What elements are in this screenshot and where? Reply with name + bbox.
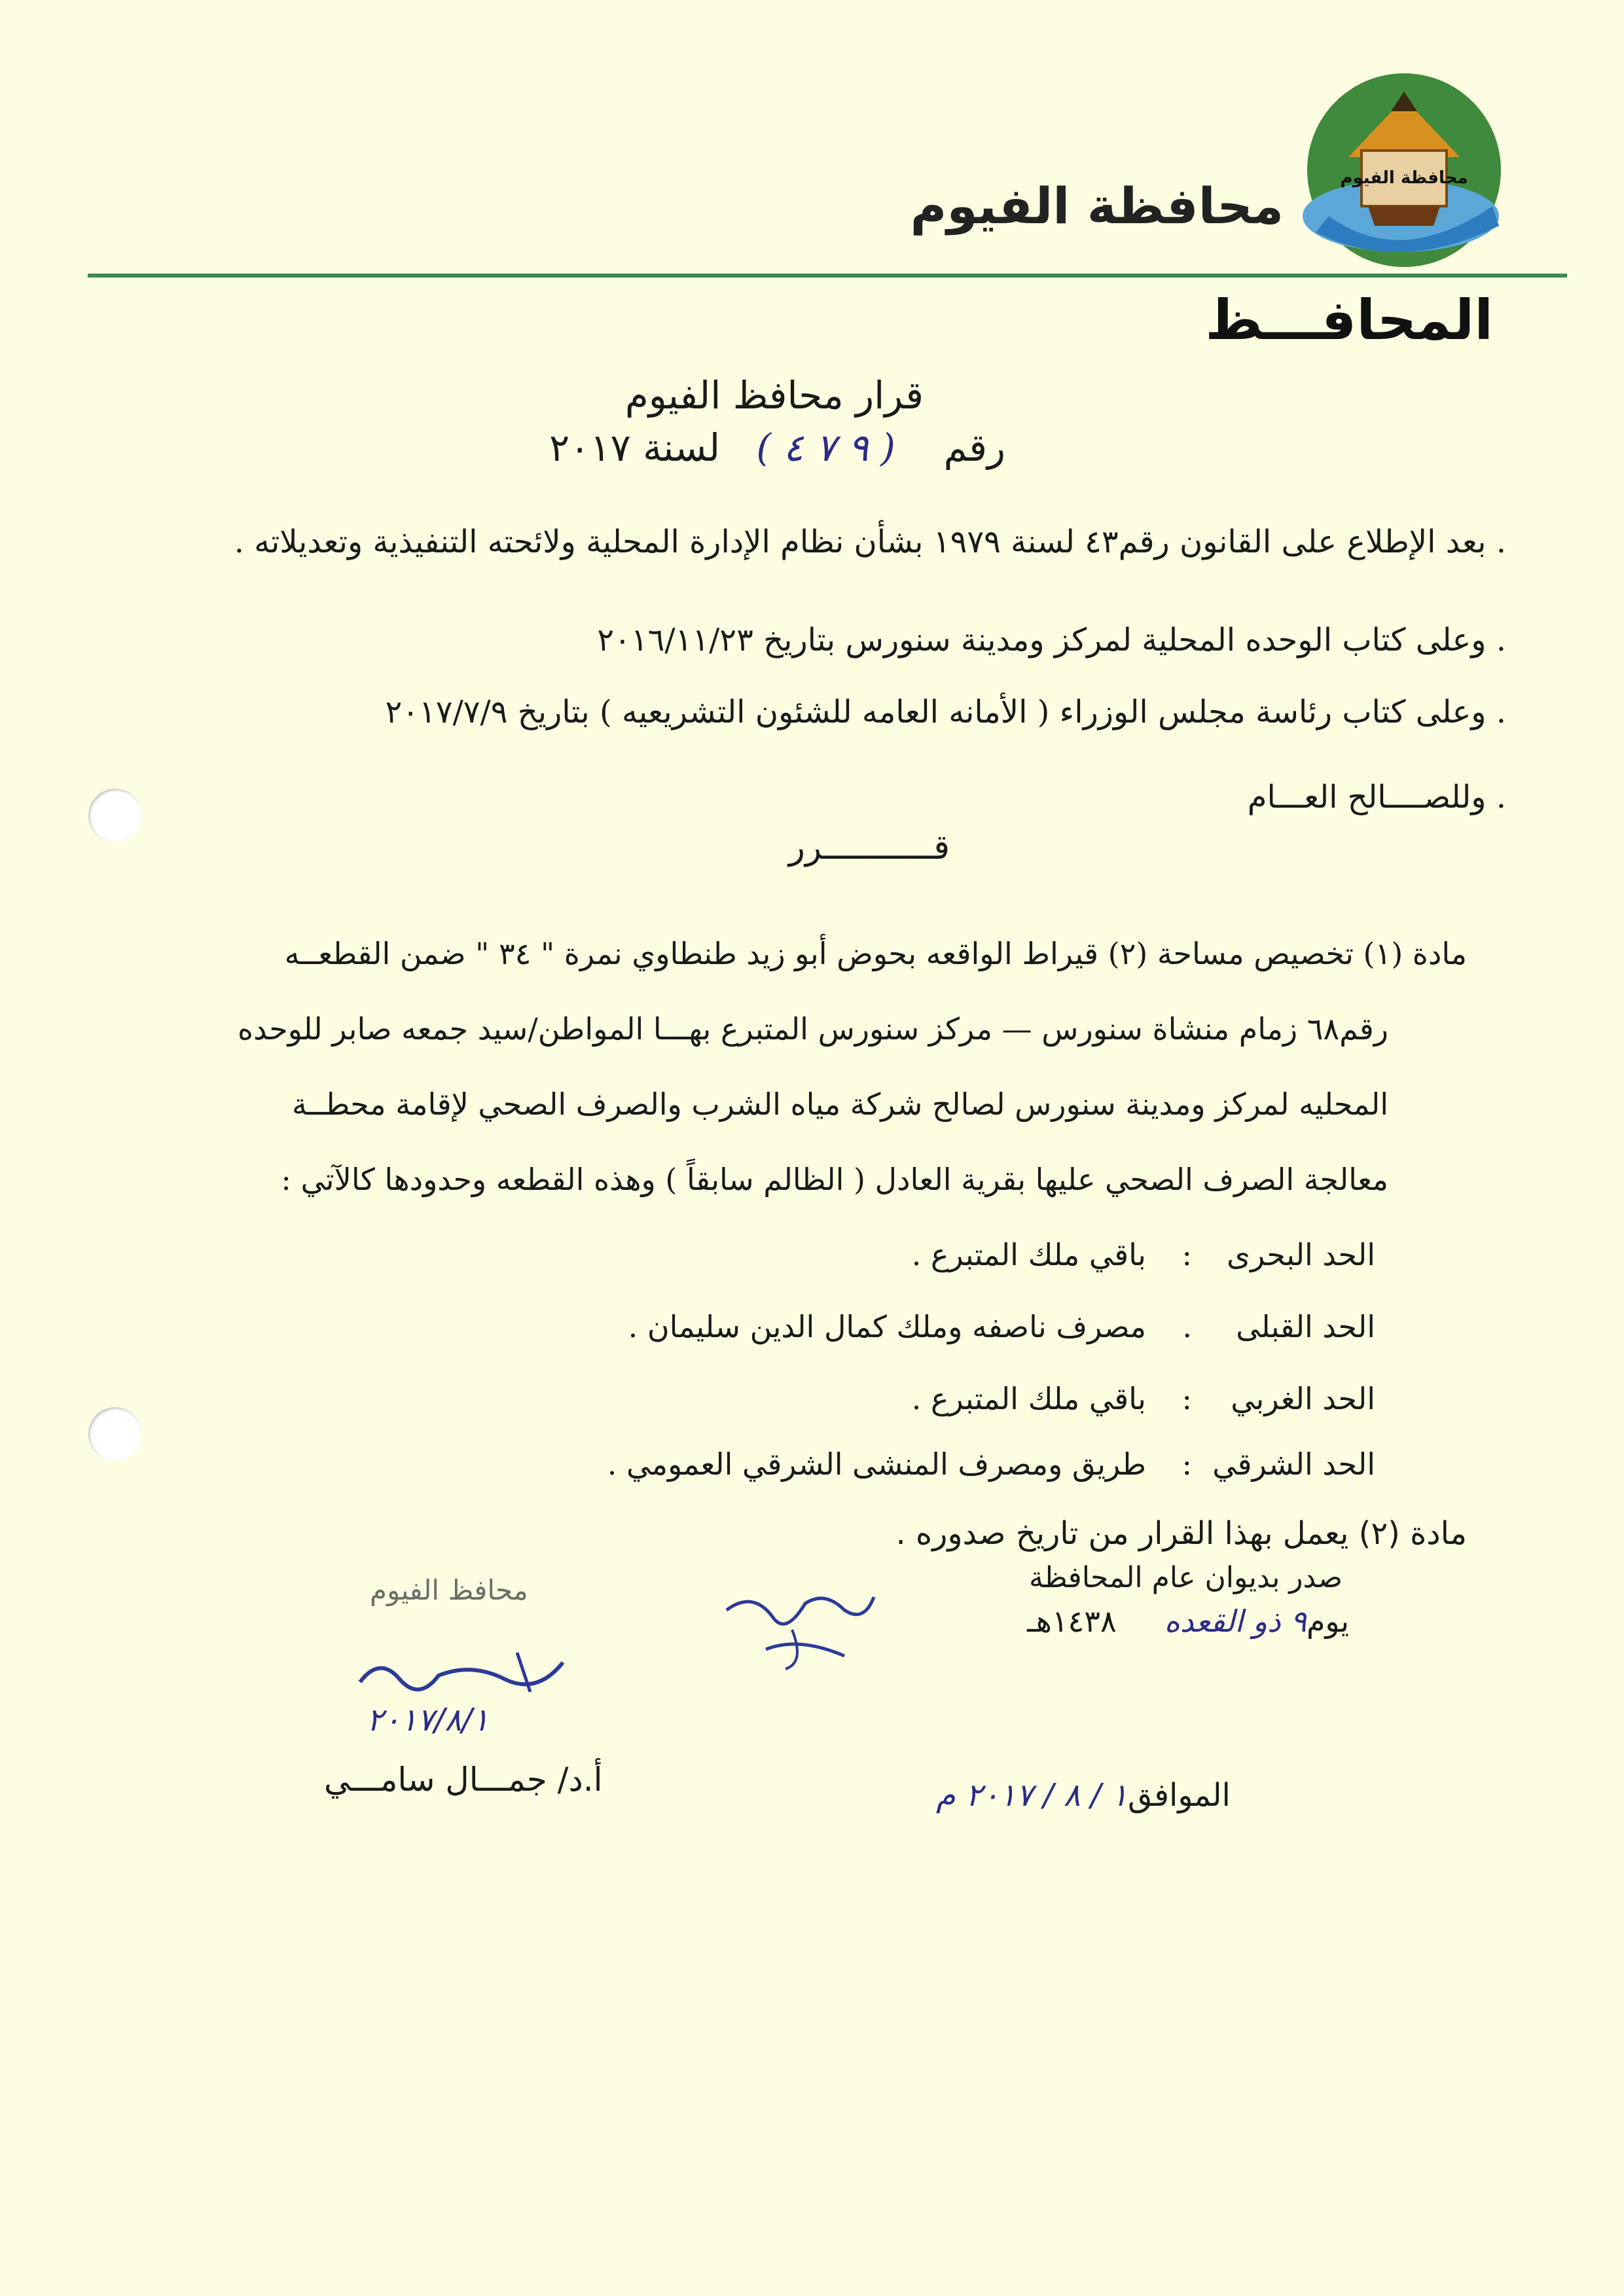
boundary-separator: : [1182,1237,1192,1272]
boundary-separator: : [1182,1381,1192,1416]
governor-stamp: محافظ الفيوم [370,1574,528,1606]
article1-line: معالجة الصرف الصحي عليها بقرية العادل ( الظالم سابقاً ) وهذه القطعه وحدودها كالآتي : [281,1162,1388,1197]
decision-title: قرار محافظ الفيوم [624,373,924,418]
number-value: ( ٩ ٧ ٤ ) [756,425,895,470]
preamble-public-interest: . وللصــــالح العـــام [1247,779,1506,816]
article1-line: رقم٦٨ زمام منشاة سنورس — مركز سنورس المتبرع بهـــا المواطن/سيد جمعه صابر للوحده [237,1011,1388,1047]
punch-hole [88,1407,142,1461]
boundary-separator: . [1182,1309,1192,1344]
gregorian-label: الموافق [1128,1777,1231,1814]
decision-year: لسنة ٢٠١٧ [549,425,721,470]
header-divider [88,274,1567,278]
boundary-west-label: الحد الغربي [1231,1381,1375,1416]
governor-signature [353,1643,576,1702]
article2: مادة (٢) يعمل بهذا القرار من تاريخ صدوره . [895,1515,1467,1552]
gregorian-date [936,1777,1231,1814]
boundary-separator: : [1182,1446,1192,1482]
article1-line: المحليه لمركز ومدينة سنورس لصالح شركة مياه الشرب والصرف الصحي لإقامة محطــة [291,1086,1388,1122]
boundary-north-value: باقي ملك المتبرع . [911,1237,1146,1272]
signed-date: ٢٠١٧/٨/١ [367,1702,490,1738]
initial-signature [713,1584,884,1676]
decided-heading: قـــــــــــرر [788,828,950,867]
boundary-west-value: باقي ملك المتبرع . [911,1381,1146,1416]
boundary-east-value: طريق ومصرف المنشى الشرقي العمومي . [607,1446,1146,1482]
hijri-year: ١٤٣٨هـ [1027,1604,1117,1639]
hijri-handwritten: ٩ ذو القعده [1164,1604,1307,1639]
preamble-law: . بعد الإطلاع على القانون رقم٤٣ لسنة ١٩٧٩ بشأن نظام الإدارة المحلية ولائحته التنفيذية وتعديلاته . [234,524,1506,560]
issued-at: صدر بديوان عام المحافظة [1028,1561,1343,1594]
number-label: رقم [943,425,1005,470]
governorate-name: محافظة الفيوم [910,177,1284,235]
boundary-east-label: الحد الشرقي [1212,1446,1375,1482]
signer-name: أ.د/ جمـــال سامـــي [324,1761,603,1799]
fayoum-governorate-logo [1303,72,1506,268]
preamble-local-unit-letter: . وعلى كتاب الوحده المحلية لمركز ومدينة سنورس بتاريخ ٢٠١٦/١١/٢٣ [597,622,1506,658]
boundary-south-label: الحد القبلى [1236,1309,1375,1344]
office-title: المحافـــظ [1205,288,1493,352]
boundary-north-label: الحد البحرى [1226,1237,1375,1272]
preamble-cabinet-letter: . وعلى كتاب رئاسة مجلس الوزراء ( الأمانه العامه للشئون التشريعيه ) بتاريخ ٢٠١٧/٧/٩ [385,694,1506,730]
hijri-date [1027,1604,1349,1639]
svg-text:محافظة الفيوم: محافظة الفيوم [1340,168,1468,188]
punch-hole [88,789,142,842]
gregorian-value: ١ / ٨ / ٢٠١٧ م [936,1777,1128,1814]
decision-number [549,425,1005,470]
boundary-south-value: مصرف ناصفه وملك كمال الدين سليمان . [628,1309,1146,1344]
hijri-prefix: يوم [1306,1604,1349,1639]
article1-line: مادة (١) تخصيص مساحة (٢) قيراط الواقعه بحوض أبو زيد طنطاوي نمرة " ٣٤ " ضمن القطعــه [284,936,1467,971]
